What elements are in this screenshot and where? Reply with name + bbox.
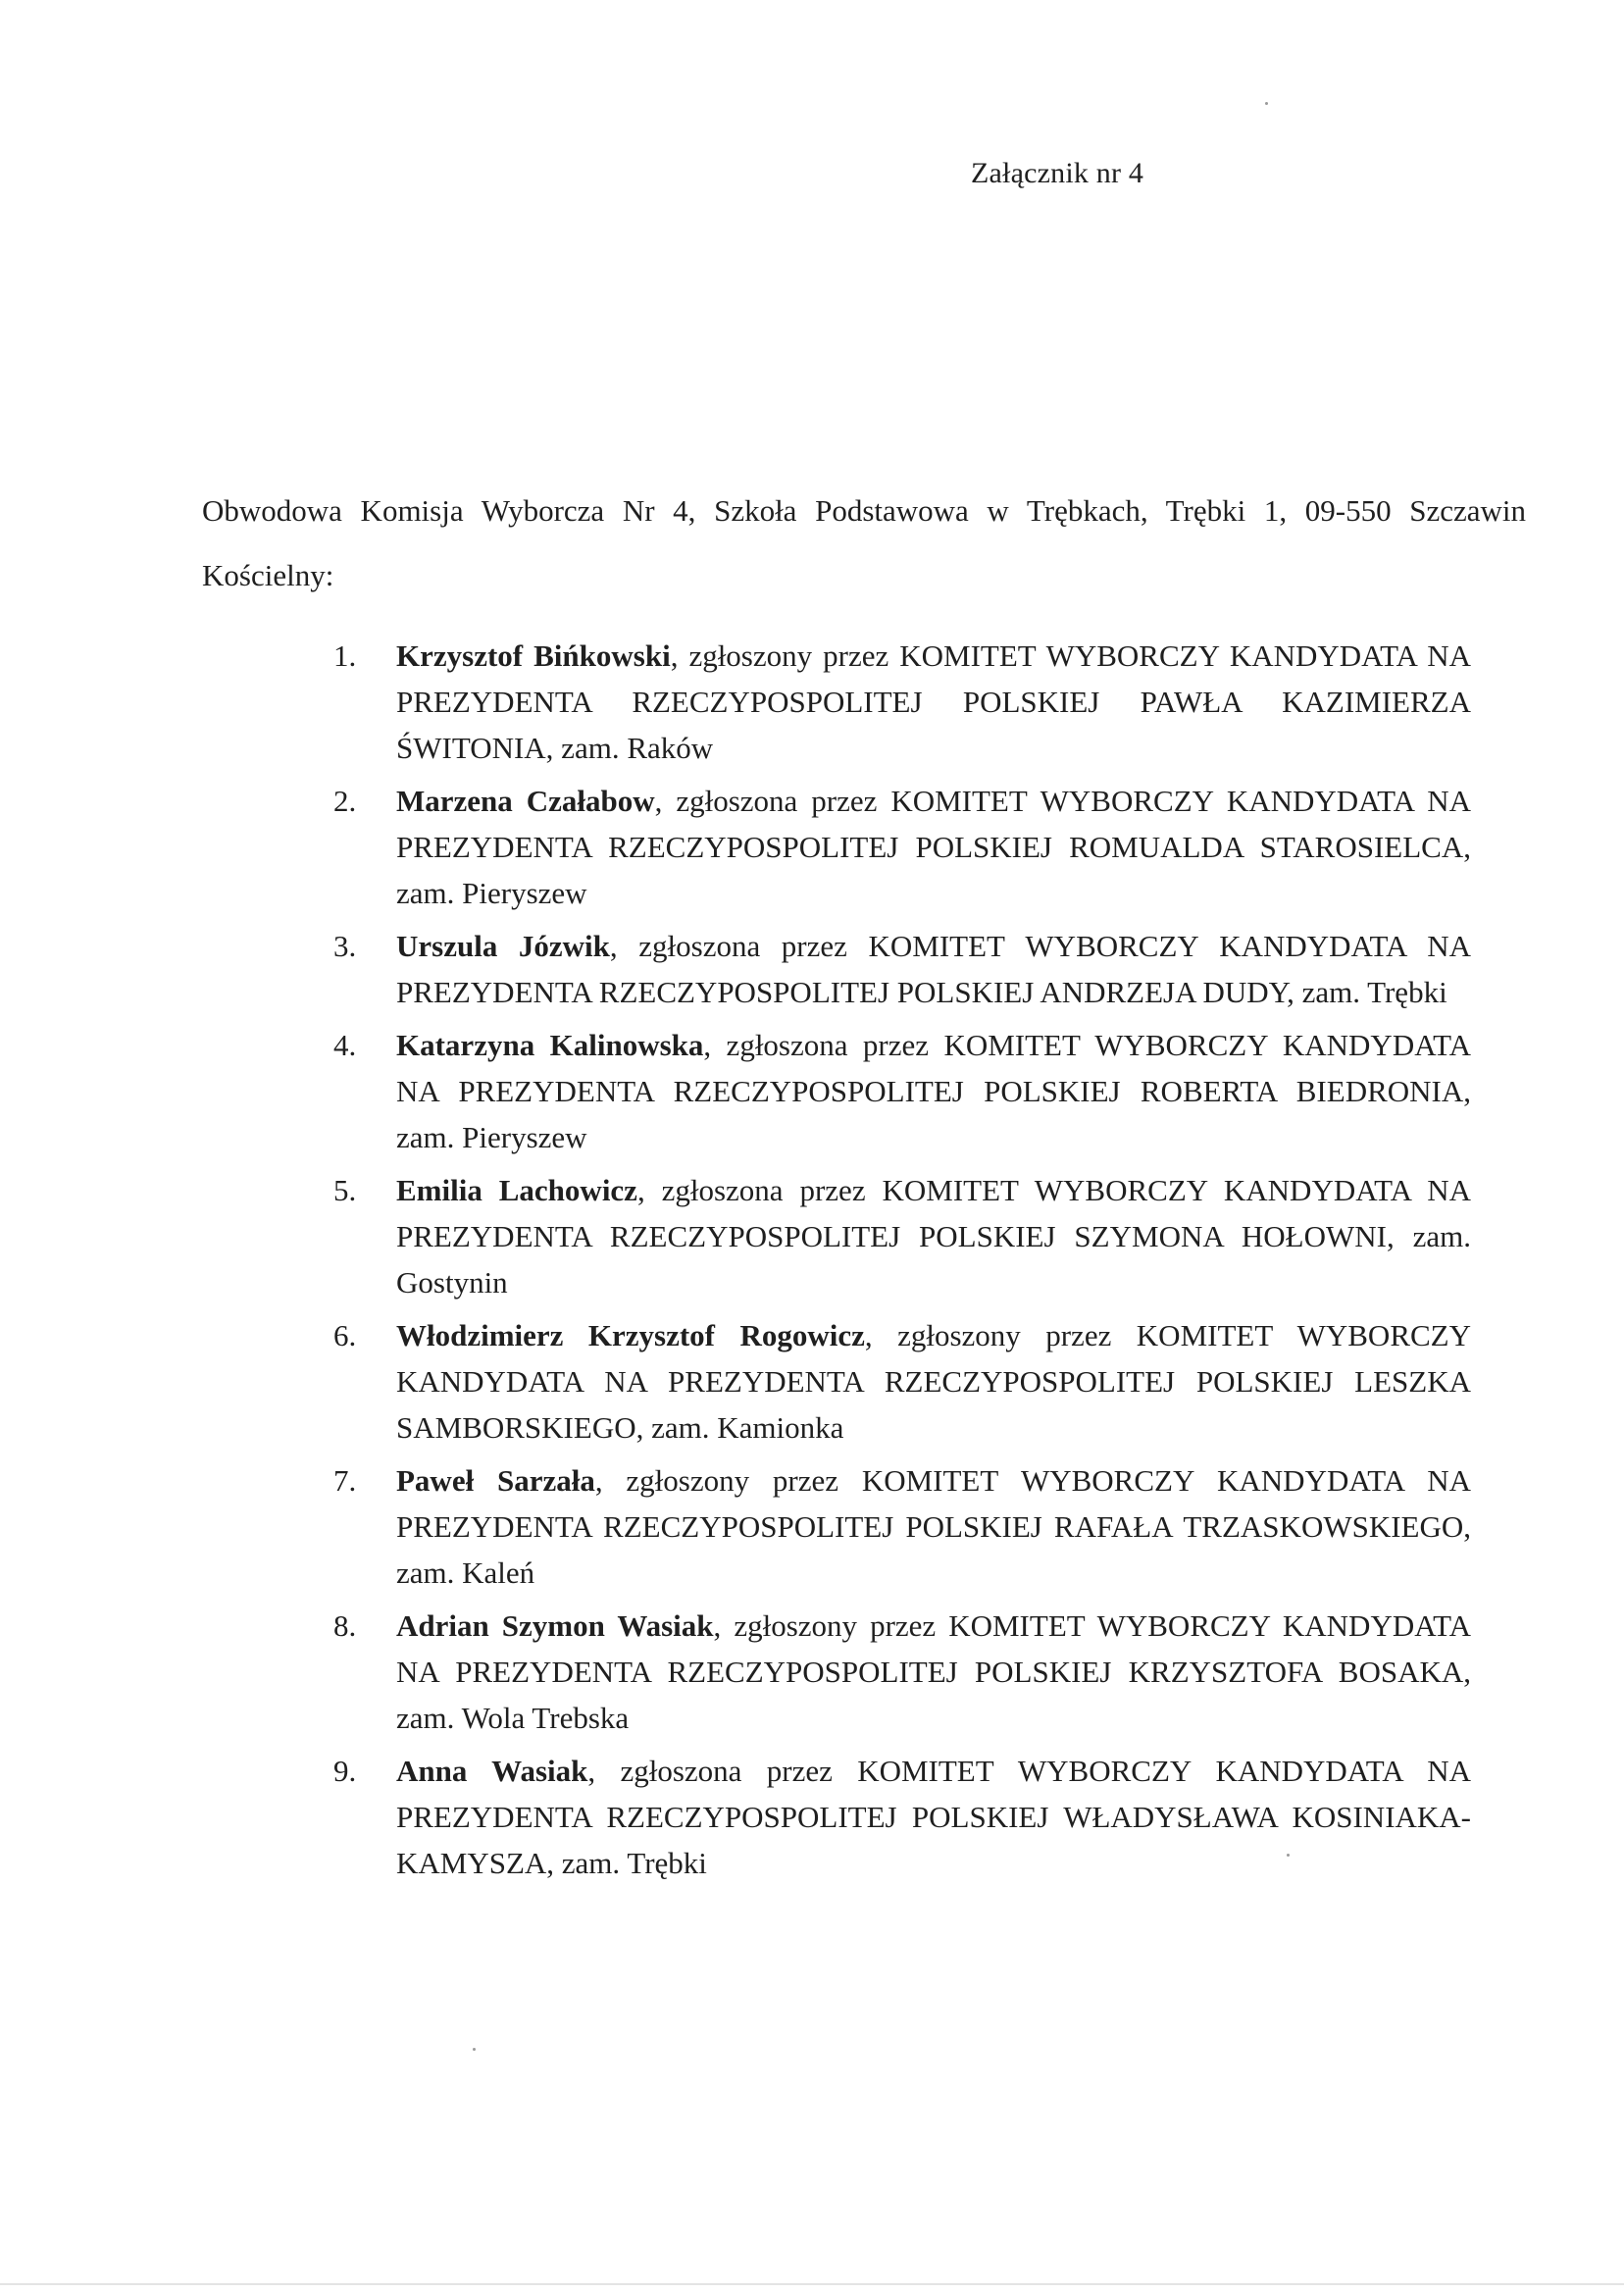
item-number: 4. xyxy=(333,1028,357,1062)
member-details: , zgłoszony przez KOMITET WYBORCZY KANDYDATA NA PREZYDENTA RZECZYPOSPOLITEJ POLSKIEJ LESZKA SAMBORSKIEGO, zam. Kamionka xyxy=(396,1318,1471,1445)
member-details: , zgłoszona przez KOMITET WYBORCZY KANDYDATA NA PREZYDENTA RZECZYPOSPOLITEJ POLSKIEJ WŁADYSŁAWA KOSINIAKA-KAMYSZA, zam. Trębki xyxy=(396,1754,1471,1880)
member-name: Krzysztof Bińkowski xyxy=(396,638,671,673)
item-number: 6. xyxy=(333,1318,357,1352)
item-number: 7. xyxy=(333,1463,357,1498)
annex-label: Załącznik nr 4 xyxy=(971,157,1144,189)
member-name: Adrian Szymon Wasiak xyxy=(396,1608,714,1643)
list-item xyxy=(333,1457,1471,1596)
list-item xyxy=(333,778,1471,916)
list-item xyxy=(333,1603,1471,1741)
scan-edge xyxy=(0,2283,1624,2285)
list-item xyxy=(333,1312,1471,1451)
list-item xyxy=(333,1022,1471,1160)
member-details: , zgłoszony przez KOMITET WYBORCZY KANDYDATA NA PREZYDENTA RZECZYPOSPOLITEJ POLSKIEJ RAFAŁA TRZASKOWSKIEGO, zam. Kaleń xyxy=(396,1463,1471,1590)
member-details: , zgłoszona przez KOMITET WYBORCZY KANDYDATA NA PREZYDENTA RZECZYPOSPOLITEJ POLSKIEJ SZYMONA HOŁOWNI, zam. Gostynin xyxy=(396,1173,1471,1300)
member-name: Katarzyna Kalinowska xyxy=(396,1028,704,1062)
scan-speck xyxy=(1265,102,1268,105)
item-number: 8. xyxy=(333,1608,357,1643)
member-details: , zgłoszony przez KOMITET WYBORCZY KANDYDATA NA PREZYDENTA RZECZYPOSPOLITEJ POLSKIEJ KRZYSZTOFA BOSAKA, zam. Wola Trebska xyxy=(396,1608,1472,1735)
list-item xyxy=(333,1167,1471,1305)
members-list xyxy=(333,633,1471,1893)
item-number: 2. xyxy=(333,784,357,818)
member-name: Anna Wasiak xyxy=(396,1754,588,1788)
list-item xyxy=(333,923,1471,1015)
member-name: Emilia Lachowicz xyxy=(396,1173,637,1207)
list-item xyxy=(333,1748,1471,1886)
member-details: , zgłoszona przez KOMITET WYBORCZY KANDYDATA NA PREZYDENTA RZECZYPOSPOLITEJ POLSKIEJ ROBERTA BIEDRONIA, zam. Pieryszew xyxy=(396,1028,1471,1154)
member-name: Marzena Czałabow xyxy=(396,784,655,818)
item-number: 3. xyxy=(333,929,357,963)
scan-speck xyxy=(1287,1854,1290,1857)
member-name: Urszula Józwik xyxy=(396,929,610,963)
member-details: , zgłoszona przez KOMITET WYBORCZY KANDYDATA NA PREZYDENTA RZECZYPOSPOLITEJ POLSKIEJ ROMUALDA STAROSIELCA, zam. Pieryszew xyxy=(396,784,1471,910)
item-number: 9. xyxy=(333,1754,357,1788)
scan-speck xyxy=(473,2048,476,2051)
list-item xyxy=(333,633,1471,771)
member-details: , zgłoszony przez KOMITET WYBORCZY KANDYDATA NA PREZYDENTA RZECZYPOSPOLITEJ POLSKIEJ PAWŁA KAZIMIERZA ŚWITONIA, zam. Raków xyxy=(396,638,1471,765)
member-details: , zgłoszona przez KOMITET WYBORCZY KANDYDATA NA PREZYDENTA RZECZYPOSPOLITEJ POLSKIEJ ANDRZEJA DUDY, zam. Trębki xyxy=(396,929,1472,1009)
commission-intro: Obwodowa Komisja Wyborcza Nr 4, Szkoła Podstawowa w Trębkach, Trębki 1, 09-550 Szczawin Kościelny: xyxy=(202,493,1526,592)
item-number: 1. xyxy=(333,638,357,673)
member-name: Włodzimierz Krzysztof Rogowicz xyxy=(396,1318,865,1352)
member-name: Paweł Sarzała xyxy=(396,1463,595,1498)
item-number: 5. xyxy=(333,1173,357,1207)
